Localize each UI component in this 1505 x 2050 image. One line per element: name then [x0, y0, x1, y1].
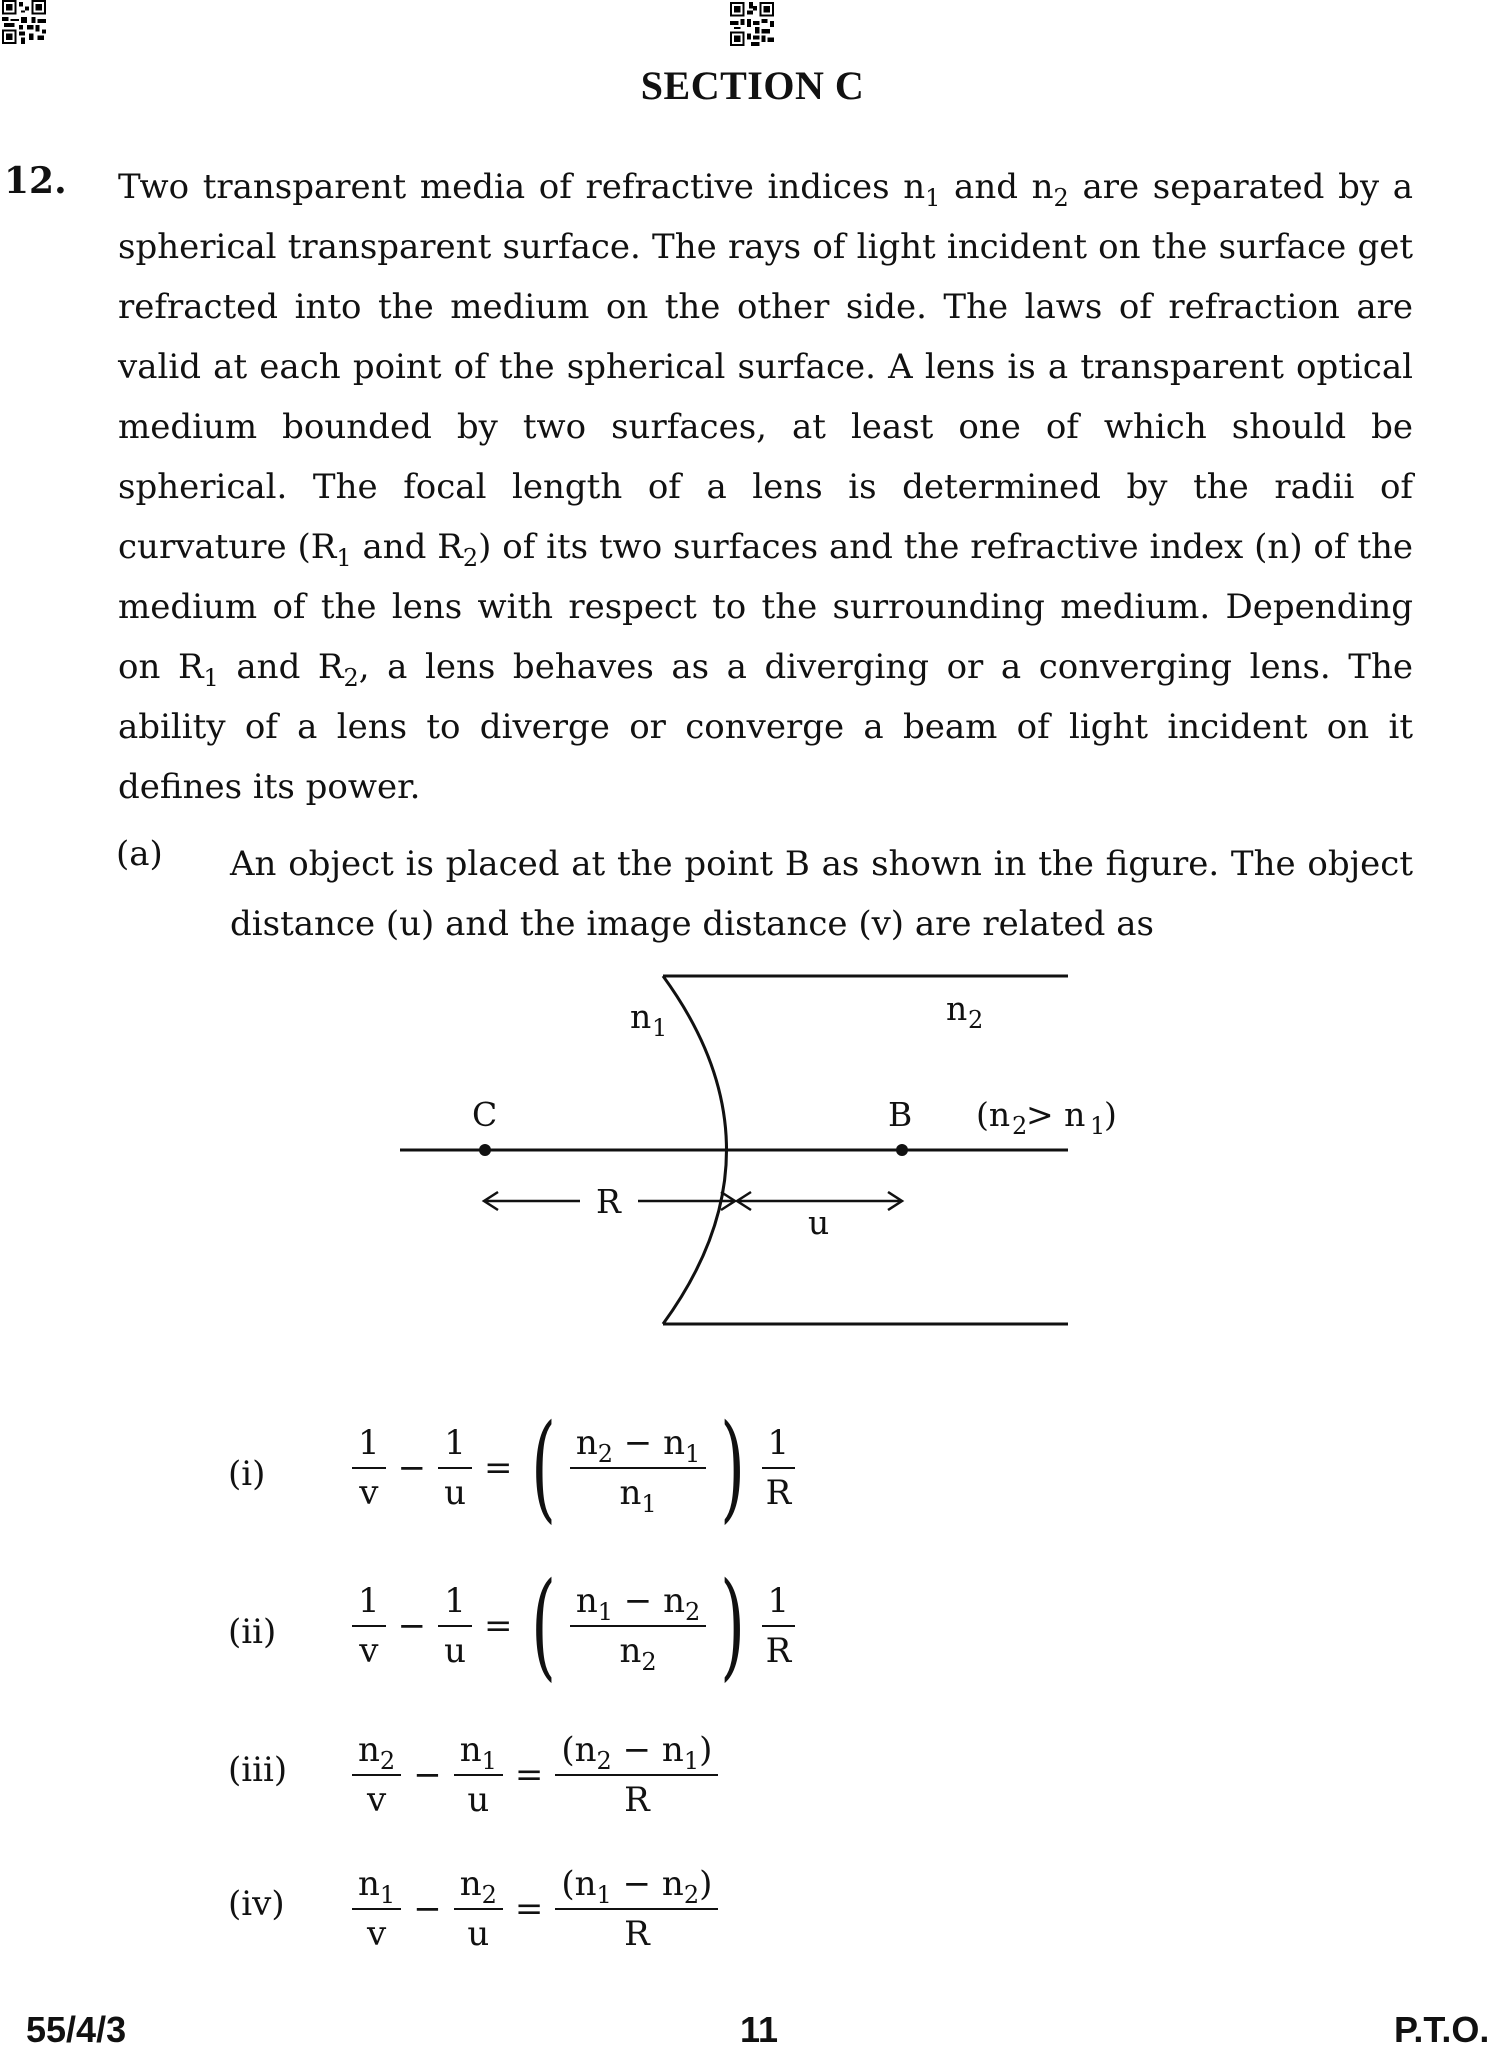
point-c [479, 1144, 491, 1156]
option-label: (iv) [228, 1884, 285, 1924]
label-n2: n [946, 989, 968, 1028]
label-n1: n [630, 997, 652, 1036]
fraction: $\frac{1}{R}$ [760, 1421, 798, 1515]
fraction: $\frac{1}{v}$ [352, 1421, 386, 1515]
fraction: $\frac{n_1 - n_2}{n_2}$ [570, 1579, 706, 1673]
fraction: $\frac{1}{R}$ [760, 1579, 798, 1673]
fraction: $\frac{n_2}{v}$ [352, 1728, 401, 1822]
option-label: (ii) [228, 1612, 277, 1652]
page-number: 11 [740, 2009, 779, 2050]
fraction: $\frac{n_1}{u}$ [454, 1728, 503, 1822]
equation: $\frac{n_2}{v}$ − $\frac{n_1}{u}$ = $\frac{(n_2 - n_1)}{R}$ [348, 1728, 722, 1822]
equation: $\frac{n_1}{v}$ − $\frac{n_2}{u}$ = $\frac{(n_1 - n_2)}{R}$ [348, 1862, 722, 1956]
label-u: u [808, 1203, 830, 1242]
label-r: R [596, 1182, 621, 1221]
qr-code-icon [730, 2, 774, 46]
subquestion-label: (a) [116, 834, 163, 874]
section-title: SECTION C [640, 63, 865, 108]
fraction: $\frac{n_1}{v}$ [352, 1862, 401, 1956]
option-label: (iii) [228, 1750, 288, 1790]
fraction: $\frac{1}{v}$ [352, 1579, 386, 1673]
svg-text:2: 2 [968, 1006, 984, 1034]
fraction: $\frac{n_2 - n_1}{n_1}$ [570, 1421, 706, 1515]
qr-code-icon [2, 0, 46, 44]
svg-text:2: 2 [1012, 1112, 1028, 1140]
fraction: $\frac{(n_1 - n_2)}{R}$ [555, 1862, 718, 1956]
question-number: 12. [4, 160, 67, 202]
label-c: C [472, 1095, 498, 1134]
subquestion-text: An object is placed at the point B as shown in the figure. The object distance (u) and the image distance (v) are related as [230, 844, 1413, 944]
refraction-figure [380, 960, 1140, 1340]
svg-text:1: 1 [1090, 1112, 1106, 1140]
pto-label: P.T.O. [1394, 2009, 1490, 2050]
fraction: $\frac{(n_2 - n_1)}{R}$ [555, 1728, 718, 1822]
condition-label: (n [976, 1095, 1011, 1134]
fraction: $\frac{1}{u}$ [438, 1579, 472, 1673]
label-b: B [888, 1095, 913, 1134]
paper-code: 55/4/3 [26, 2009, 127, 2050]
svg-text:): ) [1104, 1095, 1117, 1134]
question-passage: Two transparent media of refractive indices $n_1$ and $n_2$ are separated by a spherical transparent surface. The rays of light incident on the surface get refracted into the medium on the other side. The laws of refraction are valid at each point of the spherical surface. A lens is a transparent optical medium bounded by two surfaces, at least one of which should be spherical. The focal length of a lens is determined by the radii of curvature ($R_1$ and $R_2$) of its two surfaces and the refractive index (n) of the medium of the lens with respect to the surrounding medium. Depending on $R_1$ and $R_2$, a lens behaves as a diverging or a converging lens. The ability of a lens to diverge or converge a beam of light incident on it defines its power. [118, 167, 1414, 807]
svg-text:1: 1 [652, 1014, 668, 1042]
option-label: (i) [228, 1454, 266, 1494]
equation: $\frac{1}{v}$ − $\frac{1}{u}$ = ( $\frac{n_2 - n_1}{n_1}$ ) $\frac{1}{R}$ [348, 1418, 801, 1518]
svg-text:> n: > n [1026, 1095, 1086, 1134]
fraction: $\frac{1}{u}$ [438, 1421, 472, 1515]
fraction: $\frac{n_2}{u}$ [454, 1862, 503, 1956]
point-b [896, 1144, 908, 1156]
equation: $\frac{1}{v}$ − $\frac{1}{u}$ = ( $\frac{n_1 - n_2}{n_2}$ ) $\frac{1}{R}$ [348, 1576, 801, 1676]
